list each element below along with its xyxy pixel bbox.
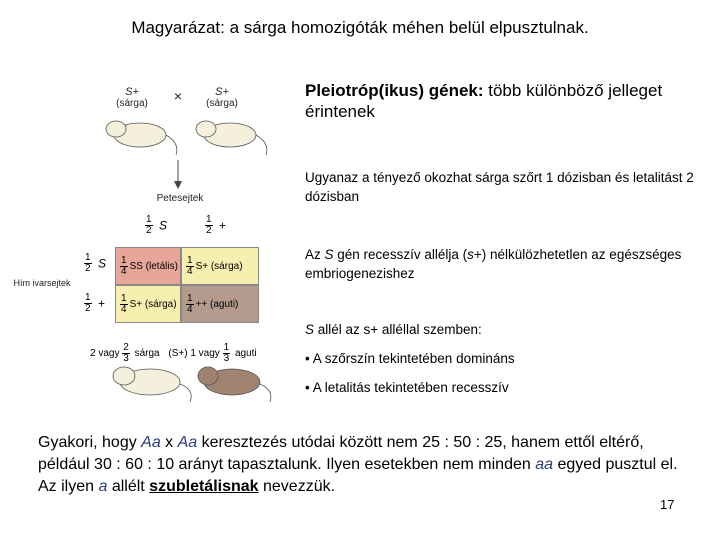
parent-left-phenotype: (sárga) (116, 98, 148, 109)
ratio-frac1-num: 2 (123, 342, 129, 353)
row2-allele: + (98, 296, 106, 311)
col2-fraction (205, 215, 213, 236)
mouse-yellow-left-icon (106, 121, 177, 155)
p2-splus: s (467, 247, 474, 262)
b-aa3: aa (535, 456, 554, 473)
mouse-yellow-right-icon (196, 121, 267, 155)
cross-diagram (0, 75, 290, 405)
p3-s: S (305, 322, 315, 337)
b-t5: allélt (107, 478, 150, 495)
b-t3: keresztezés utódai között nem 25 : 50 : 25, hanem ettől eltérő, például 30 : 60 : 10 arányt tapasztalunk. Ilyen esetekben nem minden (38, 434, 644, 473)
parent-left-genotype: S+ (125, 86, 139, 98)
ratio-frac2-num: 1 (223, 342, 230, 353)
bullet-dominant: • A szőrszín tekintetében domináns (305, 351, 515, 366)
punnett-cell-plusplus (181, 285, 259, 323)
parent-right-phenotype: (sárga) (206, 98, 238, 109)
row2-num: 1 (85, 292, 91, 303)
b-aa2: Aa (177, 434, 198, 451)
row2-header (84, 293, 105, 314)
punnett-cell-splus-2 (115, 285, 181, 323)
cell-fraction (120, 256, 128, 277)
cell-fraction (120, 294, 128, 315)
col2-num: 1 (206, 214, 212, 225)
cell-genotype: ++ (aguti) (195, 298, 239, 310)
offspring-mice-illustration (0, 360, 290, 410)
cell-num: 1 (187, 254, 193, 266)
mouse-agouti-offspring-icon (198, 367, 271, 402)
row2-fraction (84, 293, 92, 314)
col1-num: 1 (146, 214, 152, 225)
ratio-frac2-den: 3 (223, 353, 230, 364)
p2-c: +) nélkülözhetetlen az egészséges embriogenezishez (305, 247, 682, 281)
ratio-yellow: sárga (134, 348, 160, 360)
slide-title: Magyarázat: a sárga homozigóták méhen belül elpusztulnak. (131, 18, 589, 37)
p3-rest: allél az s+ alléllal szemben: (314, 322, 482, 337)
parent-mice-illustration (0, 105, 290, 205)
cell-genotype: S+ (sárga) (195, 260, 243, 272)
pleiotropy-heading (305, 80, 685, 122)
cell-num: 1 (187, 292, 193, 304)
paragraph-allele-relation (305, 320, 695, 339)
row2-den: 2 (85, 303, 91, 314)
ratio-frac1-den: 3 (123, 353, 129, 364)
b-t2: x (160, 434, 178, 451)
male-gametes-label: Hím ivarsejtek (13, 278, 71, 288)
cell-genotype: SS (letális) (129, 260, 178, 272)
cell-fraction (186, 256, 194, 277)
p2-a: Az (305, 247, 325, 262)
col1-header (145, 215, 167, 236)
ratio-genotype: (S+) (168, 348, 188, 360)
punnett-cell-ss (115, 247, 181, 285)
b-t4: egyed pusztul el. Az ilyen (38, 456, 678, 495)
cell-fraction (186, 294, 194, 315)
row1-num: 1 (85, 252, 91, 263)
b-a4: a (98, 478, 108, 495)
b-t6: nevezzük. (258, 478, 336, 495)
row1-fraction (84, 253, 92, 274)
col2-den: 2 (206, 225, 212, 236)
col2-header (205, 215, 226, 236)
parent-right-genotype: S+ (215, 86, 229, 98)
cell-den: 4 (187, 303, 193, 315)
b-sublethal: szubletálisnak (149, 478, 259, 495)
cell-den: 4 (187, 265, 193, 277)
cell-den: 4 (121, 265, 127, 277)
ratio-vagy: 1 vagy (190, 348, 220, 360)
b-aa1: Aa (141, 434, 161, 451)
col1-allele: S (159, 218, 168, 233)
cell-den: 4 (121, 303, 127, 315)
mouse-yellow-offspring-icon (113, 367, 191, 402)
heading-bold: Pleiotróp(ikus) gének: (305, 81, 484, 100)
cell-genotype: S+ (sárga) (129, 298, 177, 310)
sublethal-paragraph (38, 432, 688, 498)
col1-fraction (145, 215, 153, 236)
row1-den: 2 (85, 263, 91, 274)
bullet-recessive: • A letalitás tekintetében recesszív (305, 380, 509, 395)
col1-den: 2 (146, 225, 152, 236)
heading-rest: több különböző jelleget érintenek (305, 81, 663, 121)
p2-s: S (324, 247, 334, 262)
punnett-cell-splus-1 (181, 247, 259, 285)
ratio-agouti: aguti (234, 348, 257, 360)
cell-num: 1 (121, 292, 127, 304)
p2-b: gén recesszív allélja ( (333, 247, 468, 262)
row1-allele: S (98, 256, 107, 271)
row1-header (84, 253, 106, 274)
paragraph-recessive-allele (305, 245, 695, 283)
egg-cells-label: Petesejtek (156, 193, 204, 204)
cell-num: 1 (121, 254, 127, 266)
page-number: 17 (660, 497, 675, 512)
paragraph-dose: Ugyanaz a tényező okozhat sárga szőrt 1 dózisban és letalitást 2 dózisban (305, 170, 694, 204)
col2-allele: + (219, 218, 227, 233)
cross-symbol: × (173, 88, 183, 104)
ratio-pre: 2 vagy (90, 348, 120, 360)
b-t1: Gyakori, hogy (38, 434, 142, 451)
